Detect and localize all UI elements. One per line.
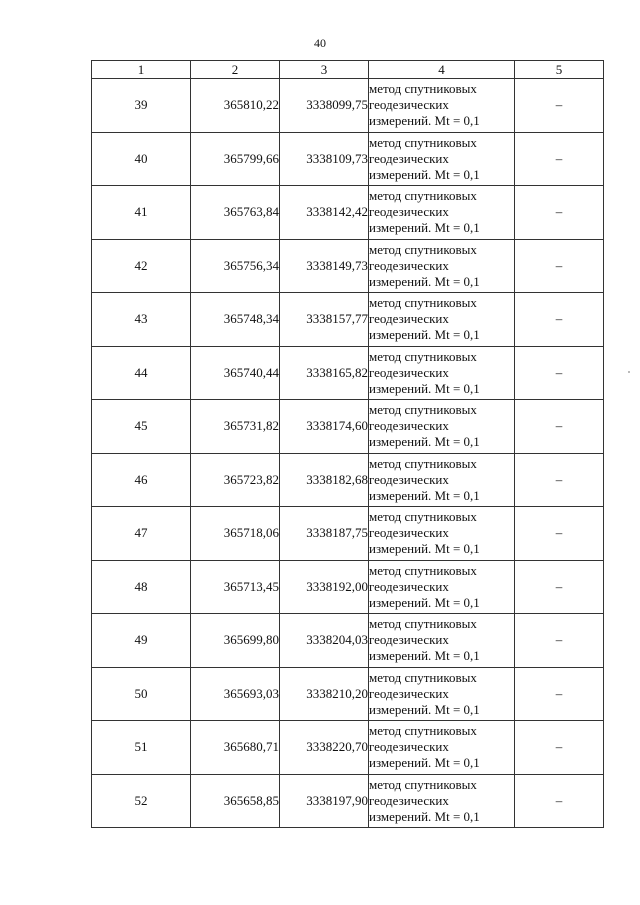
y-coordinate-cell: 3338165,82 (280, 346, 369, 400)
y-coordinate-cell: 3338197,90 (280, 774, 369, 828)
method-cell (369, 614, 515, 668)
method-line: метод спутниковых (369, 776, 477, 792)
note-cell: – (515, 560, 604, 614)
method-line: метод спутниковых (369, 402, 477, 418)
point-number-cell: 51 (92, 721, 191, 775)
table-header-row (92, 61, 604, 79)
note-cell: – (515, 293, 604, 347)
method-cell (369, 186, 515, 240)
x-coordinate-cell: 365718,06 (191, 507, 280, 561)
method-line: метод спутниковых (369, 669, 477, 685)
method-line: геодезических (369, 578, 449, 594)
method-cell (369, 507, 515, 561)
method-line: геодезических (369, 204, 449, 220)
method-cell (369, 132, 515, 186)
method-line: измерений. Mt = 0,1 (369, 166, 480, 182)
note-cell: – (515, 453, 604, 507)
method-line: метод спутниковых (369, 616, 477, 632)
table-row (92, 400, 604, 454)
method-line: геодезических (369, 418, 449, 434)
x-coordinate-cell: 365699,80 (191, 614, 280, 668)
header-col-5: 5 (515, 61, 604, 79)
method-line: измерений. Mt = 0,1 (369, 487, 480, 503)
note-cell: – (515, 774, 604, 828)
x-coordinate-cell: 365693,03 (191, 667, 280, 721)
table-row (92, 560, 604, 614)
x-coordinate-cell: 365756,34 (191, 239, 280, 293)
point-number-cell: 49 (92, 614, 191, 668)
point-number-cell: 42 (92, 239, 191, 293)
method-cell (369, 346, 515, 400)
table-row (92, 667, 604, 721)
method-cell (369, 79, 515, 133)
method-line: геодезических (369, 97, 449, 113)
method-line: геодезических (369, 632, 449, 648)
x-coordinate-cell: 365713,45 (191, 560, 280, 614)
note-cell: – (515, 507, 604, 561)
note-cell: – (515, 239, 604, 293)
header-col-1: 1 (92, 61, 191, 79)
method-line: метод спутниковых (369, 723, 477, 739)
table-row (92, 132, 604, 186)
method-line: измерений. Mt = 0,1 (369, 808, 480, 824)
method-line: измерений. Mt = 0,1 (369, 327, 480, 343)
method-line: геодезических (369, 150, 449, 166)
x-coordinate-cell: 365763,84 (191, 186, 280, 240)
method-cell (369, 667, 515, 721)
method-line: метод спутниковых (369, 348, 477, 364)
method-line: геодезических (369, 471, 449, 487)
method-cell (369, 774, 515, 828)
method-line: метод спутниковых (369, 188, 477, 204)
method-cell (369, 293, 515, 347)
note-cell: – (515, 667, 604, 721)
x-coordinate-cell: 365723,82 (191, 453, 280, 507)
y-coordinate-cell: 3338157,77 (280, 293, 369, 347)
method-line: измерений. Mt = 0,1 (369, 434, 480, 450)
point-number-cell: 41 (92, 186, 191, 240)
y-coordinate-cell: 3338210,20 (280, 667, 369, 721)
table-body (92, 79, 604, 828)
point-number-cell: 47 (92, 507, 191, 561)
method-line: измерений. Mt = 0,1 (369, 380, 480, 396)
y-coordinate-cell: 3338187,75 (280, 507, 369, 561)
method-line: измерений. Mt = 0,1 (369, 220, 480, 236)
y-coordinate-cell: 3338099,75 (280, 79, 369, 133)
method-line: метод спутниковых (369, 241, 477, 257)
method-line: измерений. Mt = 0,1 (369, 541, 480, 557)
point-number-cell: 52 (92, 774, 191, 828)
method-line: метод спутниковых (369, 295, 477, 311)
note-cell: – (515, 132, 604, 186)
note-cell: – (515, 346, 604, 400)
x-coordinate-cell: 365748,34 (191, 293, 280, 347)
method-line: метод спутниковых (369, 509, 477, 525)
method-cell (369, 400, 515, 454)
method-line: измерений. Mt = 0,1 (369, 113, 480, 129)
y-coordinate-cell: 3338109,73 (280, 132, 369, 186)
y-coordinate-cell: 3338204,03 (280, 614, 369, 668)
y-coordinate-cell: 3338174,60 (280, 400, 369, 454)
method-cell (369, 239, 515, 293)
method-line: измерений. Mt = 0,1 (369, 273, 480, 289)
method-cell (369, 453, 515, 507)
header-col-3: 3 (280, 61, 369, 79)
y-coordinate-cell: 3338192,00 (280, 560, 369, 614)
method-line: метод спутниковых (369, 562, 477, 578)
table-row (92, 774, 604, 828)
method-line: измерений. Mt = 0,1 (369, 648, 480, 664)
table-row (92, 239, 604, 293)
header-col-4: 4 (369, 61, 515, 79)
point-number-cell: 50 (92, 667, 191, 721)
note-cell: – (515, 186, 604, 240)
y-coordinate-cell: 3338220,70 (280, 721, 369, 775)
table-row (92, 293, 604, 347)
note-cell: – (515, 79, 604, 133)
table-row (92, 721, 604, 775)
coordinates-table (91, 60, 604, 828)
method-line: геодезических (369, 525, 449, 541)
table-row (92, 186, 604, 240)
page-number: 40 (314, 36, 326, 50)
table-row (92, 614, 604, 668)
method-line: геодезических (369, 792, 449, 808)
y-coordinate-cell: 3338142,42 (280, 186, 369, 240)
x-coordinate-cell: 365799,66 (191, 132, 280, 186)
point-number-cell: 40 (92, 132, 191, 186)
point-number-cell: 43 (92, 293, 191, 347)
table-row (92, 453, 604, 507)
table-row (92, 507, 604, 561)
scan-speck (628, 371, 630, 373)
point-number-cell: 45 (92, 400, 191, 454)
method-line: геодезических (369, 257, 449, 273)
x-coordinate-cell: 365680,71 (191, 721, 280, 775)
table-row (92, 346, 604, 400)
method-cell (369, 560, 515, 614)
x-coordinate-cell: 365810,22 (191, 79, 280, 133)
table-row (92, 79, 604, 133)
point-number-cell: 48 (92, 560, 191, 614)
note-cell: – (515, 721, 604, 775)
point-number-cell: 44 (92, 346, 191, 400)
header-col-2: 2 (191, 61, 280, 79)
y-coordinate-cell: 3338182,68 (280, 453, 369, 507)
method-cell (369, 721, 515, 775)
note-cell: – (515, 400, 604, 454)
method-line: геодезических (369, 364, 449, 380)
method-line: метод спутниковых (369, 134, 477, 150)
method-line: измерений. Mt = 0,1 (369, 755, 480, 771)
method-line: метод спутниковых (369, 455, 477, 471)
method-line: измерений. Mt = 0,1 (369, 594, 480, 610)
point-number-cell: 46 (92, 453, 191, 507)
method-line: измерений. Mt = 0,1 (369, 701, 480, 717)
method-line: геодезических (369, 739, 449, 755)
method-line: метод спутниковых (369, 81, 477, 97)
x-coordinate-cell: 365731,82 (191, 400, 280, 454)
x-coordinate-cell: 365740,44 (191, 346, 280, 400)
method-line: геодезических (369, 311, 449, 327)
point-number-cell: 39 (92, 79, 191, 133)
method-line: геодезических (369, 685, 449, 701)
y-coordinate-cell: 3338149,73 (280, 239, 369, 293)
note-cell: – (515, 614, 604, 668)
x-coordinate-cell: 365658,85 (191, 774, 280, 828)
